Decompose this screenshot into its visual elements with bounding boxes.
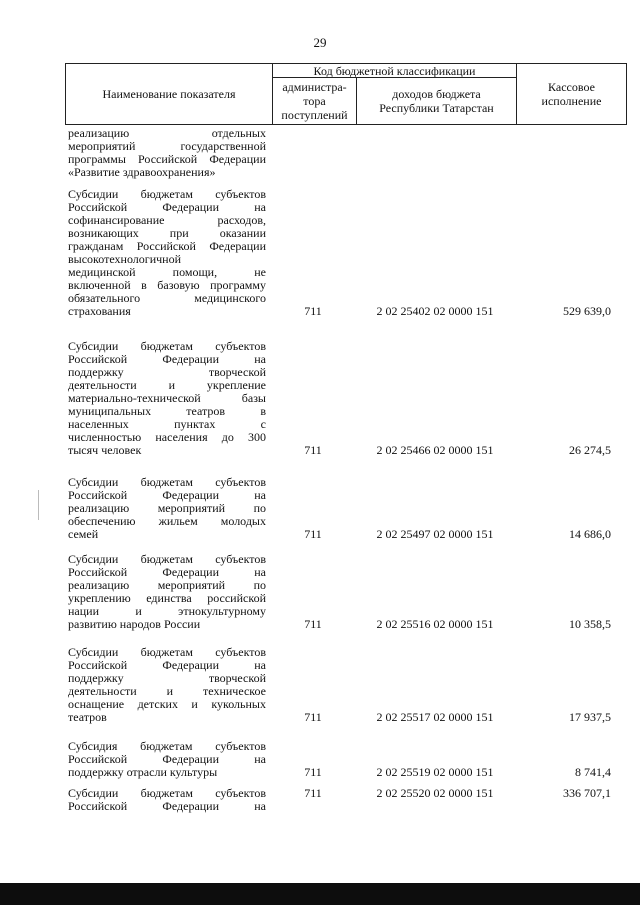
cash-amount: 336 707,1 [563,786,611,800]
indicator-name-line: нации и этнокультурному [68,604,266,618]
indicator-name-line: «Развитие здравоохранения» [68,165,216,179]
indicator-name-line: медицинской помощи, не [68,265,266,279]
indicator-name-line: софинансирование расходов, [68,213,266,227]
indicator-name-line: программы Российской Федерации [68,152,266,166]
header-code-group [272,63,517,78]
indicator-name-line: развитию народов России [68,617,201,631]
indicator-name [68,646,266,724]
indicator-name-line: оснащение детских и кукольных [68,697,266,711]
budget-code: 2 02 25516 02 0000 151 [376,617,494,631]
indicator-name-line: Субсидии бюджетам субъектов [68,339,266,353]
indicator-name-line: материально-технической базы [68,391,266,405]
budget-code: 2 02 25520 02 0000 151 [376,786,494,800]
admin-code: 711 [304,786,322,800]
indicator-name [68,787,266,813]
indicator-name-line: Субсидии бюджетам субъектов [68,645,266,659]
indicator-name-line: гражданам Российской Федерации [68,239,266,253]
admin-code: 711 [304,710,322,724]
indicator-name-line: поддержку творческой [68,671,266,685]
indicator-name-line: Субсидии бюджетам субъектов [68,475,266,489]
indicator-name-line: деятельности и укрепление [68,378,266,392]
indicator-name [68,740,266,779]
cash-amount: 26 274,5 [569,443,611,457]
indicator-name-line: реализацию отдельных [68,126,266,140]
scan-artifact [38,490,39,520]
indicator-name-line: Субсидия бюджетам субъектов [68,739,266,753]
indicator-name-line: поддержку отрасли культуры [68,765,218,779]
indicator-name-line: Российской Федерации на [68,752,266,766]
header-admin-line-2: тора [303,94,326,108]
indicator-name-line: Российской Федерации на [68,352,266,366]
admin-code: 711 [304,304,322,318]
budget-code: 2 02 25466 02 0000 151 [376,443,494,457]
indicator-name-line: обеспечению жильем молодых [68,514,266,528]
indicator-name-line: численностью населения до 300 [68,430,266,444]
header-exec-line-1: Кассовое [548,80,595,94]
scan-border [0,883,640,905]
indicator-name-line: муниципальных театров в [68,404,266,418]
indicator-name [68,127,266,179]
indicator-name-line: реализацию мероприятий по [68,501,266,515]
indicator-name-line: реализацию мероприятий по [68,578,266,592]
budget-code: 2 02 25517 02 0000 151 [376,710,494,724]
cash-amount: 14 686,0 [569,527,611,541]
header-exec-line-2: исполнение [541,94,602,108]
indicator-name-line: поддержку творческой [68,365,266,379]
indicator-name-line: театров [68,710,107,724]
table-header [65,63,627,125]
indicator-name-line: страхования [68,304,131,318]
indicator-name-line: деятельности и техническое [68,684,266,698]
admin-code: 711 [304,765,322,779]
indicator-name [68,340,266,457]
budget-code: 2 02 25519 02 0000 151 [376,765,494,779]
indicator-name [68,553,266,631]
indicator-name-line: включенной в базовую программу [68,278,266,292]
indicator-name-line: высокотехнологичной [68,252,182,266]
header-income-line-2: Республики Татарстан [379,101,494,115]
header-name-column [65,63,273,125]
indicator-name-line: семей [68,527,99,541]
header-income-line-1: доходов бюджета [392,87,481,101]
header-income-column [356,77,517,125]
header-code-group-label: Код бюджетной классификации [313,63,476,78]
admin-code: 711 [304,617,322,631]
indicator-name [68,476,266,541]
cash-amount: 10 358,5 [569,617,611,631]
header-admin-line-1: администра- [282,80,347,94]
indicator-name-line: Российской Федерации на [68,565,266,579]
header-name-label: Наименование показателя [102,87,236,101]
indicator-name-line: Субсидии бюджетам субъектов [68,786,266,800]
indicator-name-line: Российской Федерации на [68,658,266,672]
indicator-name-line: укреплению единства российской [68,591,266,605]
cash-amount: 17 937,5 [569,710,611,724]
cash-amount: 8 741,4 [575,765,611,779]
indicator-name-line: Российской Федерации на [68,799,266,813]
indicator-name-line: тысяч человек [68,443,142,457]
indicator-name-line: Субсидии бюджетам субъектов [68,552,266,566]
indicator-name-line: Российской Федерации на [68,200,266,214]
indicator-name-line: Российской Федерации на [68,488,266,502]
cash-amount: 529 639,0 [563,304,611,318]
admin-code: 711 [304,527,322,541]
admin-code: 711 [304,443,322,457]
indicator-name-line: населенных пунктах с [68,417,266,431]
budget-code: 2 02 25497 02 0000 151 [376,527,494,541]
header-admin-line-3: поступлений [281,108,348,122]
header-exec-column [516,63,627,125]
page-number: 29 [313,35,327,50]
budget-code: 2 02 25402 02 0000 151 [376,304,494,318]
indicator-name-line: обязательного медицинского [68,291,266,305]
indicator-name [68,188,266,318]
header-admin-column [272,77,357,125]
indicator-name-line: мероприятий государственной [68,139,266,153]
indicator-name-line: возникающих при оказании [68,226,266,240]
indicator-name-line: Субсидии бюджетам субъектов [68,187,266,201]
